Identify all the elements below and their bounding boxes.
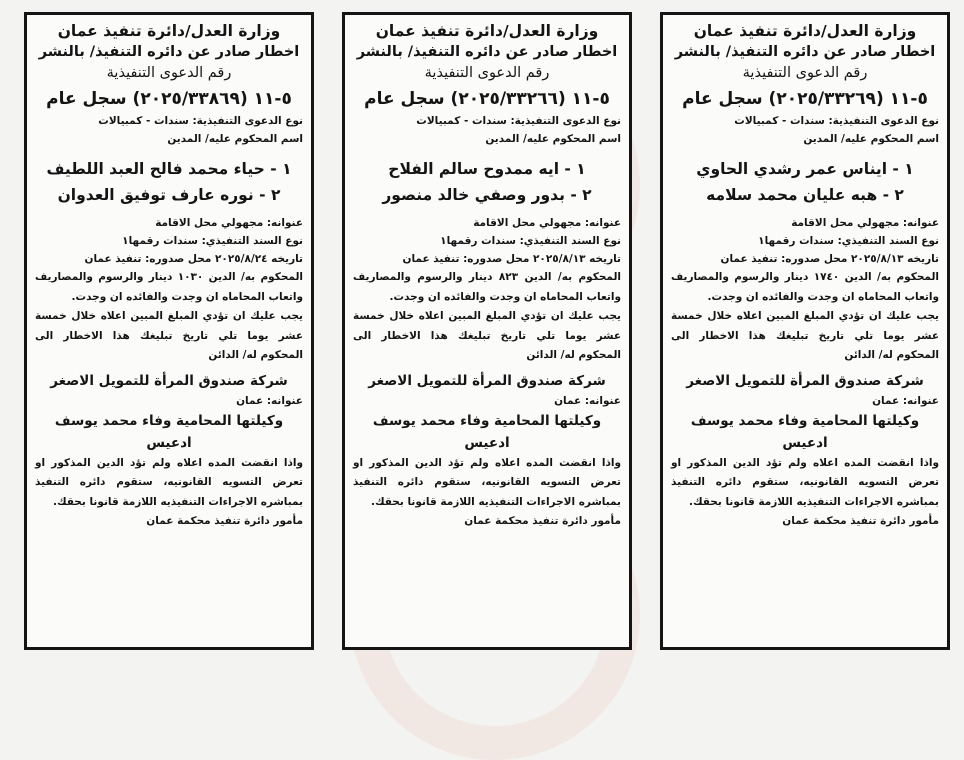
debtor-name: ١ - ايه ممدوح سالم الفلاح <box>388 160 586 178</box>
deed-type: نوع السند التنفيذي: سندات رقمها١ <box>758 235 939 247</box>
deed-date: تاريخه ٢٠٢٥/٨/١٣ محل صدوره: تنفيذ عمان <box>720 253 939 265</box>
demand-paragraph: يجب عليك ان تؤدي المبلغ المبين اعلاه خلال خمسة عشر يوما تلي تاريخ تبليغك هذا الاخطار الى المحكوم له/ الدائن <box>353 310 621 361</box>
warning-paragraph: واذا انقضت المده اعلاه ولم تؤد الدين المذكور او تعرض التسويه القانونيه، ستقوم دائره التنفيذ بمباشره الاجراءات التنفيذيه اللازمة قانونا بحقك. <box>353 456 621 508</box>
notice-card <box>342 12 632 650</box>
deed-type: نوع السند التنفيذي: سندات رقمها١ <box>122 235 303 247</box>
notice-title: اخطار صادر عن دائره التنفيذ/ بالنشر <box>38 44 300 60</box>
creditor-name: شركة صندوق المرأة للتمويل الاصغر <box>50 372 288 389</box>
notice-card <box>24 12 314 650</box>
signature-line: مأمور دائرة تنفيذ محكمة عمان <box>146 515 303 527</box>
ministry-heading: وزارة العدل/دائرة تنفيذ عمان <box>57 22 281 40</box>
demand-paragraph: يجب عليك ان تؤدي المبلغ المبين اعلاه خلال خمسة عشر يوما تلي تاريخ تبليغك هذا الاخطار الى المحكوم له/ الدائن <box>671 310 939 361</box>
address-line: عنوانه: مجهولي محل الاقامة <box>791 217 939 229</box>
case-type: نوع الدعوى التنفيذية: سندات - كمبيالات <box>416 115 621 127</box>
creditor-name: شركة صندوق المرأة للتمويل الاصغر <box>686 372 924 389</box>
warning-paragraph: واذا انقضت المده اعلاه ولم تؤد الدين المذكور او تعرض التسويه القانونيه، ستقوم دائره التنفيذ بمباشره الاجراءات التنفيذيه اللازمة قانونا بحقك. <box>671 456 939 508</box>
ministry-heading: وزارة العدل/دائرة تنفيذ عمان <box>375 22 599 40</box>
agent-name: وكيلتها المحامية وفاء محمد يوسف ادعيس <box>54 412 284 451</box>
creditor-name: شركة صندوق المرأة للتمويل الاصغر <box>368 372 606 389</box>
ministry-heading: وزارة العدل/دائرة تنفيذ عمان <box>693 22 917 40</box>
creditor-address: عنوانه: عمان <box>554 394 621 407</box>
case-number: ٥-١١ (٢٠٢٥/٣٣٨٦٩) سجل عام <box>46 89 292 109</box>
case-label: رقم الدعوى التنفيذية <box>742 65 868 81</box>
demand-paragraph: يجب عليك ان تؤدي المبلغ المبين اعلاه خلال خمسة عشر يوما تلي تاريخ تبليغك هذا الاخطار الى المحكوم له/ الدائن <box>35 310 303 361</box>
notice-card <box>660 12 950 650</box>
address-line: عنوانه: مجهولي محل الاقامة <box>155 217 303 229</box>
debtor-name: ٢ - نوره عارف توفيق العدوان <box>57 186 281 204</box>
debtor-name: ٢ - هبه عليان محمد سلامه <box>706 186 904 204</box>
warning-paragraph: واذا انقضت المده اعلاه ولم تؤد الدين المذكور او تعرض التسويه القانونيه، ستقوم دائره التنفيذ بمباشره الاجراءات التنفيذيه اللازمة قانونا بحقك. <box>35 456 303 508</box>
notice-title: اخطار صادر عن دائره التنفيذ/ بالنشر <box>356 44 618 60</box>
notice-title: اخطار صادر عن دائره التنفيذ/ بالنشر <box>674 44 936 60</box>
signature-line: مأمور دائرة تنفيذ محكمة عمان <box>464 515 621 527</box>
case-label: رقم الدعوى التنفيذية <box>424 65 550 81</box>
amount-paragraph: المحكوم به/ الدين ١٠٣٠ دينار والرسوم والمصاريف واتعاب المحاماه ان وجدت والفائده ان وجدت. <box>35 271 303 303</box>
debtor-name: ١ - ايناس عمر رشدي الحاوي <box>696 160 914 178</box>
case-number: ٥-١١ (٢٠٢٥/٣٣٢٦٩) سجل عام <box>682 89 928 109</box>
debtor-name: ٢ - بدور وصفي خالد منصور <box>382 186 592 204</box>
case-number: ٥-١١ (٢٠٢٥/٣٣٢٦٦) سجل عام <box>364 89 610 109</box>
debtor-name: ١ - حياء محمد فالح العبد اللطيف <box>46 160 292 178</box>
case-type: نوع الدعوى التنفيذية: سندات - كمبيالات <box>98 115 303 127</box>
debtor-label: اسم المحكوم عليه/ المدين <box>485 133 621 145</box>
amount-paragraph: المحكوم به/ الدين ٨٢٣ دينار والرسوم والمصاريف واتعاب المحاماه ان وجدت والفائده ان وجدت. <box>353 271 621 303</box>
creditor-address: عنوانه: عمان <box>236 394 303 407</box>
creditor-address: عنوانه: عمان <box>872 394 939 407</box>
deed-date: تاريخه ٢٠٢٥/٨/١٣ محل صدوره: تنفيذ عمان <box>402 253 621 265</box>
signature-line: مأمور دائرة تنفيذ محكمة عمان <box>782 515 939 527</box>
amount-paragraph: المحكوم به/ الدين ١٧٤٠ دينار والرسوم والمصاريف واتعاب المحاماه ان وجدت والفائده ان وجدت. <box>671 271 939 303</box>
agent-name: وكيلتها المحامية وفاء محمد يوسف ادعيس <box>372 412 602 451</box>
case-type: نوع الدعوى التنفيذية: سندات - كمبيالات <box>734 115 939 127</box>
agent-name: وكيلتها المحامية وفاء محمد يوسف ادعيس <box>690 412 920 451</box>
debtor-label: اسم المحكوم عليه/ المدين <box>167 133 303 145</box>
deed-date: تاريخه ٢٠٢٥/٨/٢٤ محل صدوره: تنفيذ عمان <box>84 253 303 265</box>
debtor-label: اسم المحكوم عليه/ المدين <box>803 133 939 145</box>
deed-type: نوع السند التنفيذي: سندات رقمها١ <box>440 235 621 247</box>
address-line: عنوانه: مجهولي محل الاقامة <box>473 217 621 229</box>
case-label: رقم الدعوى التنفيذية <box>106 65 232 81</box>
